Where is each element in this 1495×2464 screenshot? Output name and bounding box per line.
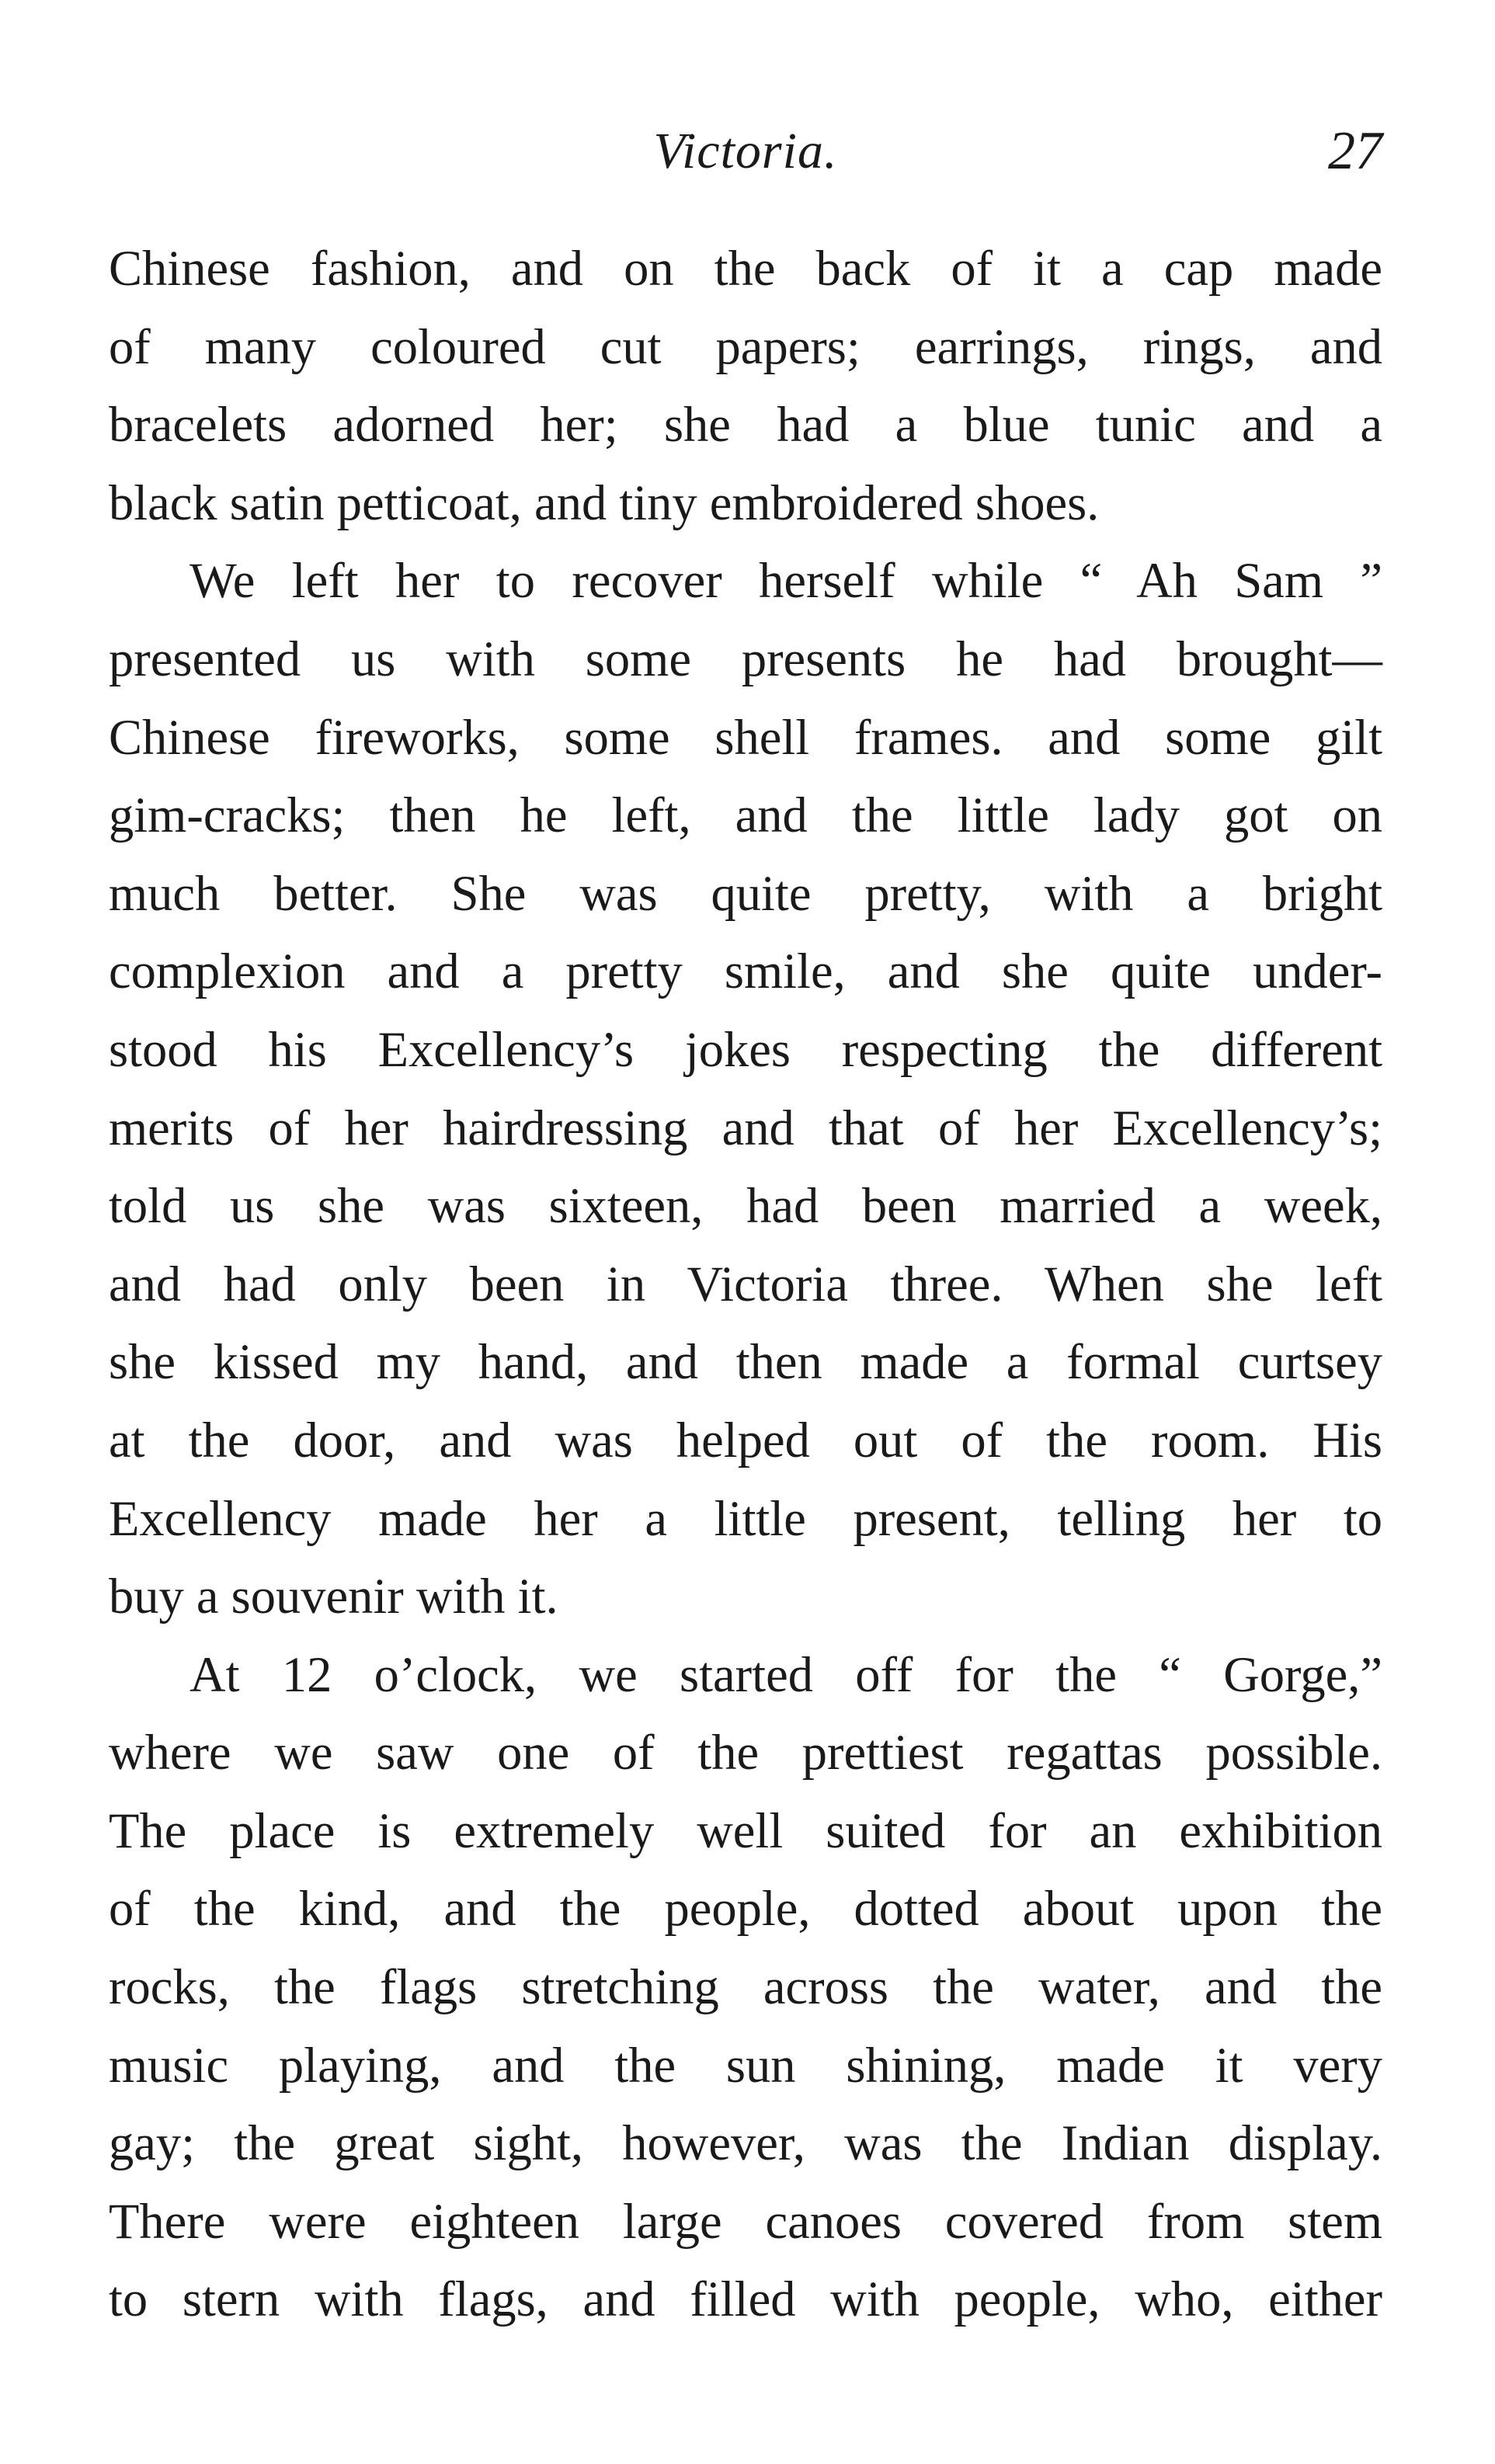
text-line: At 12 o’clock, we started off for the “ Gorge,”: [189, 1646, 1382, 1702]
text-line: buy a souvenir with it.: [109, 1569, 558, 1625]
text-line: rocks, the flags stretching across the water, and the: [109, 1959, 1382, 2015]
paragraph-1: [109, 230, 1382, 542]
body-text: [109, 230, 1382, 2339]
text-line: black satin petticoat, and tiny embroidered shoes.: [109, 474, 1100, 530]
running-head: [109, 116, 1382, 186]
text-line: and had only been in Victoria three. When she left: [109, 1256, 1382, 1312]
text-line: gay; the great sight, however, was the Indian display.: [109, 2115, 1382, 2171]
paragraph-3: [109, 1636, 1382, 2339]
text-line: at the door, and was helped out of the room. His: [109, 1412, 1382, 1468]
page-number: 27: [1328, 121, 1382, 181]
text-line: stood his Excellency’s jokes respecting the different: [109, 1021, 1382, 1077]
text-line: music playing, and the sun shining, made it very: [109, 2037, 1382, 2093]
text-line: to stern with flags, and filled with people, who, either: [109, 2271, 1382, 2327]
text-line: gim-cracks; then he left, and the little lady got on: [109, 787, 1382, 843]
text-line: Chinese fireworks, some shell frames. and some gilt: [109, 709, 1382, 765]
text-line: much better. She was quite pretty, with a bright: [109, 865, 1382, 921]
text-line: We left her to recover herself while “ Ah Sam ”: [189, 553, 1382, 609]
text-line: complexion and a pretty smile, and she quite under-: [109, 944, 1382, 999]
text-line: There were eighteen large canoes covered from stem: [109, 2193, 1382, 2249]
text-line: Chinese fashion, and on the back of it a cap made: [109, 241, 1382, 296]
text-line: The place is extremely well suited for an exhibition: [109, 1802, 1382, 1858]
running-head-title: Victoria.: [653, 123, 838, 179]
text-line: told us she was sixteen, had been married a week,: [109, 1178, 1382, 1234]
text-line: Excellency made her a little present, telling her to: [109, 1490, 1382, 1546]
text-line: merits of her hairdressing and that of her Excellency’s;: [109, 1100, 1382, 1156]
text-line: of many coloured cut papers; earrings, rings, and: [109, 318, 1382, 374]
text-line: presented us with some presents he had brought—: [109, 631, 1382, 686]
text-line: of the kind, and the people, dotted about upon the: [109, 1881, 1382, 1937]
text-line: where we saw one of the prettiest regattas possible.: [109, 1725, 1382, 1781]
text-line: bracelets adorned her; she had a blue tunic and a: [109, 397, 1382, 453]
paragraph-2: [109, 542, 1382, 1635]
text-line: she kissed my hand, and then made a formal curtsey: [109, 1334, 1382, 1390]
